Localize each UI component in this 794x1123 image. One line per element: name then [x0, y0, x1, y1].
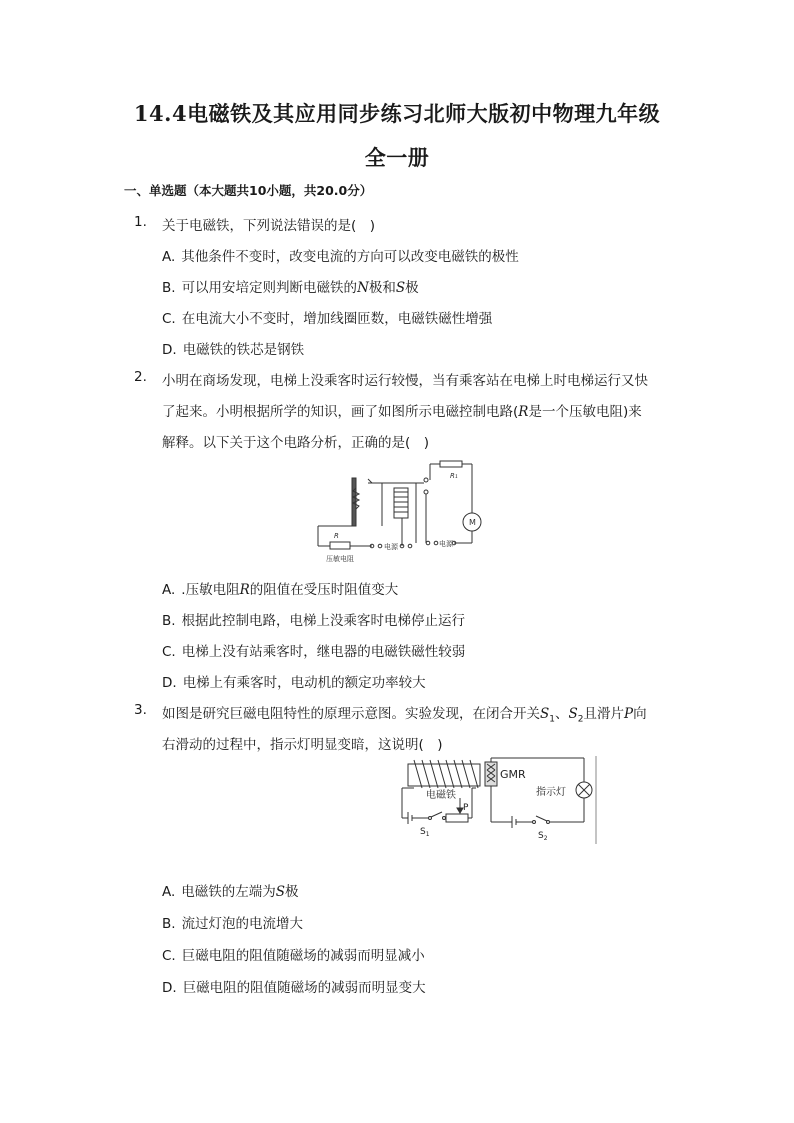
option-letter: B.: [162, 916, 176, 932]
stem-text: 如图是研究巨磁电阻特性的原理示意图。实验发现，在闭合开关: [162, 706, 540, 722]
option-text: 电梯上有乘客时，电动机的额定功率较大: [182, 675, 426, 691]
option-d: [162, 976, 426, 996]
option-text: 其他条件不变时，改变电流的方向可以改变电磁铁的极性: [181, 249, 519, 265]
gmr-circuit-figure: [388, 756, 600, 844]
option-text: 可以用安培定则判断电磁铁的: [181, 280, 358, 296]
switch-letter: S: [420, 827, 426, 837]
option-letter: B.: [162, 280, 176, 296]
math-variable: S: [568, 706, 578, 722]
option-text: 电梯上没有站乘客时，继电器的电磁铁磁性较弱: [181, 644, 466, 660]
option-text: 巨磁电阻的阻值随磁场的减弱而明显变大: [182, 980, 426, 996]
option-letter: D.: [162, 342, 177, 358]
option-d: [162, 338, 304, 358]
stem-text: 且滑片: [583, 706, 624, 722]
option-text: 极和: [368, 280, 396, 296]
question-number: 3.: [134, 702, 147, 718]
option-text: 流过灯泡的电流增大: [181, 916, 304, 932]
option-text: 极: [405, 280, 419, 296]
switch-subscript: 2: [543, 835, 548, 842]
r-label: R: [334, 532, 339, 540]
option-text: 电磁铁的左端为: [181, 884, 276, 900]
option-letter: D.: [162, 675, 177, 691]
switch-s1-label: [420, 827, 430, 838]
switch-letter: S: [538, 831, 544, 841]
option-b: [162, 609, 465, 629]
motor-label: M: [469, 518, 476, 527]
math-variable: N: [357, 280, 369, 296]
option-d: [162, 671, 426, 691]
page-title-continued: 全一册: [364, 145, 430, 170]
question-stem: 小明在商场发现，电梯上没乘客时运行较慢，当有乘客站在电梯上时电梯运行又快: [162, 373, 648, 389]
page-title: 14.4电磁铁及其应用同步练习北师大版初中物理九年级: [133, 101, 661, 126]
option-letter: C.: [162, 644, 176, 660]
stem-text: 、: [554, 706, 569, 722]
option-letter: A.: [162, 249, 176, 265]
option-c: [162, 307, 492, 327]
option-letter: D.: [162, 980, 177, 996]
gmr-label: GMR: [500, 768, 526, 781]
lamp-label: 指示灯: [536, 787, 566, 798]
question-number: 2.: [134, 369, 147, 385]
option-text: 根据此控制电路，电梯上没乘客时电梯停止运行: [181, 613, 466, 629]
math-variable: R: [518, 404, 529, 420]
math-variable: S: [395, 280, 406, 296]
option-a: [162, 245, 519, 265]
slider-label: P: [463, 803, 469, 813]
stem-text: 向: [633, 706, 647, 722]
electromagnet-label: 电磁铁: [426, 790, 456, 801]
subscript: 1: [549, 714, 555, 725]
switch-s2-label: [538, 831, 548, 842]
sensor-label: 压敏电阻: [326, 555, 354, 563]
question-number: 1.: [134, 214, 147, 230]
option-letter: A.: [162, 884, 176, 900]
question-stem: [162, 702, 647, 725]
question-stem-continued: 解释。以下关于这个电路分析，正确的是( ): [162, 435, 430, 451]
option-a: [162, 880, 299, 900]
question-stem: 关于电磁铁，下列说法错误的是( ): [162, 218, 376, 234]
option-c: [162, 944, 425, 964]
option-letter: B.: [162, 613, 176, 629]
option-a: [162, 578, 398, 598]
option-text: 电磁铁的铁芯是钢铁: [182, 342, 305, 358]
math-variable: P: [623, 706, 634, 722]
option-text: 巨磁电阻的阻值随磁场的减弱而明显减小: [181, 948, 425, 964]
relay-circuit-figure: [312, 458, 490, 566]
math-variable: S: [275, 884, 286, 900]
option-text: 在电流大小不变时，增加线圈匝数，电磁铁磁性增强: [181, 311, 493, 327]
stem-text: 是一个压敏电阻)来: [528, 404, 642, 420]
option-letter: C.: [162, 311, 176, 327]
option-b: [162, 912, 303, 932]
math-variable: R: [239, 582, 250, 598]
option-text: 极: [285, 884, 299, 900]
option-letter: C.: [162, 948, 176, 964]
subscript: 2: [577, 714, 584, 725]
power-label: 电源: [439, 540, 453, 548]
question-stem-continued: [162, 400, 642, 420]
math-variable: S: [540, 706, 550, 722]
option-letter: A.: [162, 582, 176, 598]
power-label: 电源: [384, 543, 398, 551]
option-text: 的阻值在受压时阻值变大: [249, 582, 399, 598]
r1-label: R₁: [450, 472, 458, 480]
option-c: [162, 640, 465, 660]
section-heading: 一、单选题（本大题共10小题，共20.0分）: [124, 183, 373, 198]
option-text: .压敏电阻: [181, 582, 240, 598]
stem-text: 了起来。小明根据所学的知识，画了如图所示电磁控制电路(: [162, 404, 519, 420]
switch-subscript: 1: [425, 831, 430, 838]
question-stem-continued: 右滑动的过程中，指示灯明显变暗，这说明( ): [162, 737, 443, 753]
option-b: [162, 276, 419, 296]
